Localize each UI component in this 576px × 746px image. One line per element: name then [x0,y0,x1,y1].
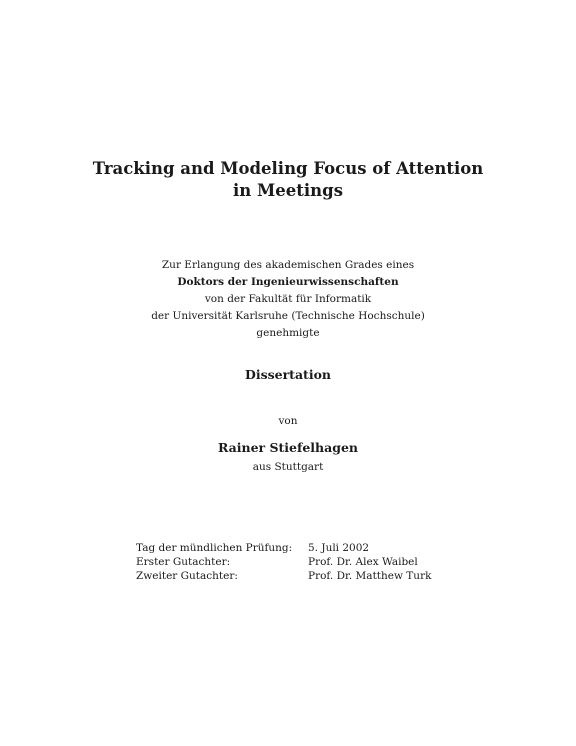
first-reviewer-row [136,555,431,569]
document-type: Dissertation [244,367,332,382]
first-reviewer-label: Erster Gutachter: [136,556,231,568]
degree-purpose-text: Zur Erlangung des akademischen Grades eines [161,259,415,271]
exam-date-row [136,541,431,555]
thesis-title [0,158,576,202]
thesis-title-line-2: in Meetings [233,181,343,200]
first-reviewer-value: Prof. Dr. Alex Waibel [308,556,418,568]
second-reviewer-value: Prof. Dr. Matthew Turk [308,570,432,582]
author-name: Rainer Stiefelhagen [217,440,359,455]
university-text: der Universität Karlsruhe (Technische Hochschule) [151,310,425,322]
second-reviewer-row [136,569,431,583]
exam-date-value: 5. Juli 2002 [308,542,370,554]
approved-text: genehmigte [256,327,320,339]
exam-details-table [136,541,431,583]
thesis-title-line-1: Tracking and Modeling Focus of Attention [92,159,484,178]
exam-date-label: Tag der mündlichen Prüfung: [136,542,293,554]
degree-name: Doktors der Ingenieurwissenschaften [177,276,399,288]
faculty-text: von der Fakultät für Informatik [204,293,372,305]
second-reviewer-label: Zweiter Gutachter: [136,570,238,582]
by-word: von [278,415,298,427]
author-origin: aus Stuttgart [252,461,324,473]
